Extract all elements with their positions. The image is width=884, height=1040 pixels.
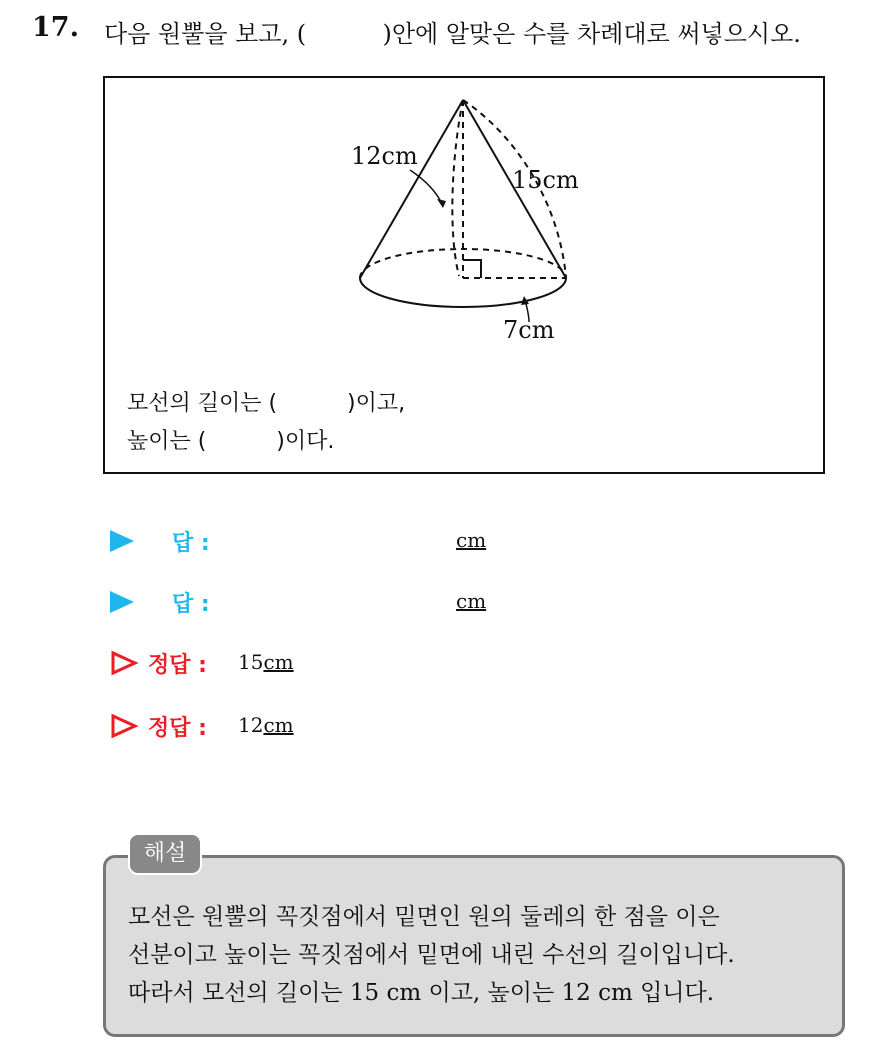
correct-value: 15cm [238, 650, 294, 674]
box-line-2: 높이는 ( )이다. [127, 429, 335, 454]
outline-arrow-icon [110, 713, 138, 739]
play-arrow-icon [110, 530, 134, 552]
question-number: 17. [32, 12, 79, 43]
correct-label: 정답 : [148, 653, 207, 678]
label-12cm: 12cm [351, 142, 418, 170]
outline-arrow-icon [110, 650, 138, 676]
explanation-line-3: 따라서 모선의 길이는 15 cm 이고, 높이는 12 cm 입니다. [128, 980, 715, 1006]
right-angle-mark [463, 260, 481, 278]
pointer-12cm [410, 170, 443, 206]
box-line-1: 모선의 길이는 ( )이고, [127, 391, 406, 416]
explanation-line-2: 선분이고 높이는 꼭짓점에서 밑면에 내린 수선의 길이입니다. [128, 942, 735, 968]
answer-unit: cm [456, 589, 487, 613]
label-7cm: 7cm [503, 316, 555, 344]
slant-left [360, 100, 463, 278]
question-text: 다음 원뿔을 보고, ( )안에 알맞은 수를 차례대로 써넣으시오. [104, 20, 801, 48]
base-front-arc [360, 278, 566, 307]
answer-label: 답 : [172, 531, 210, 556]
correct-label: 정답 : [148, 716, 207, 741]
explanation-line-1: 모선은 원뿔의 꼭짓점에서 밑면인 원의 둘레의 한 점을 이은 [128, 904, 720, 930]
question-box [103, 76, 825, 474]
explanation-tag: 해설 [128, 833, 202, 875]
cone-figure [351, 88, 595, 344]
play-arrow-icon [110, 591, 134, 613]
answer-unit: cm [456, 528, 487, 552]
correct-value: 12cm [238, 713, 294, 737]
label-15cm: 15cm [512, 166, 579, 194]
base-back-arc [360, 249, 566, 278]
explanation-box [103, 855, 845, 1037]
answer-label: 답 : [172, 592, 210, 617]
